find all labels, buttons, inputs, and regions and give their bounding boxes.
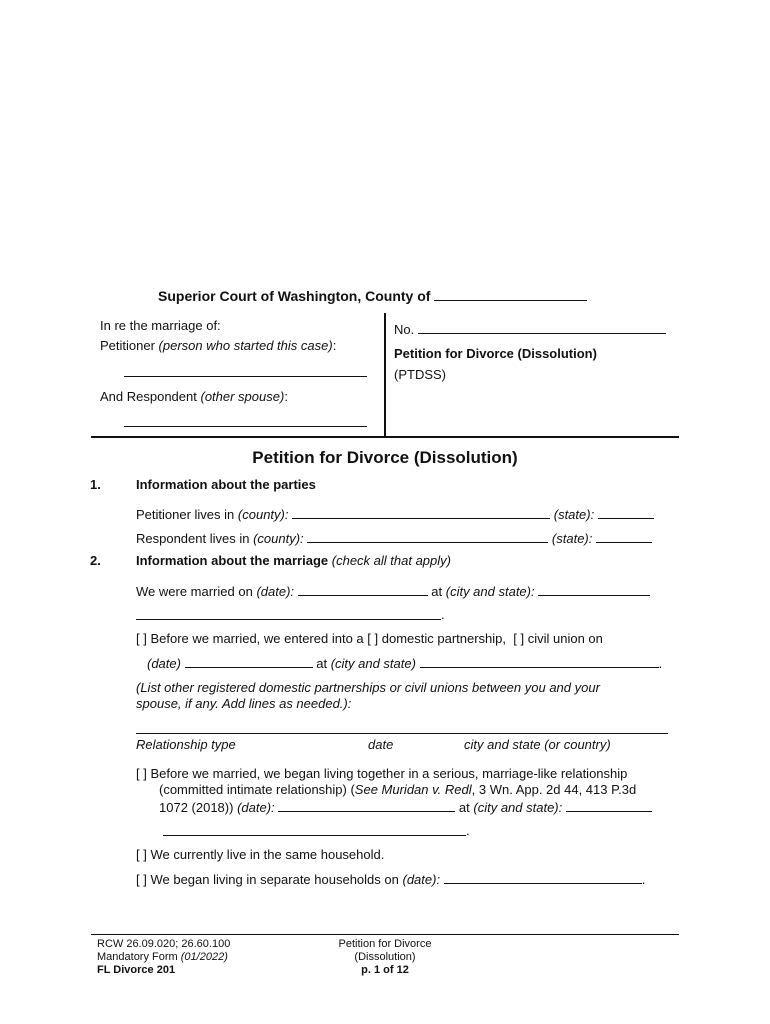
footer-mandatory: Mandatory Form (01/2022) — [97, 951, 228, 963]
section-1-heading: Information about the parties — [136, 477, 316, 492]
petitioner-lives-row: Petitioner lives in (county): (state): — [136, 506, 654, 522]
same-household-checkbox[interactable]: [ ] — [136, 847, 147, 862]
separate-households-row: [ ] We began living in separate households on (date): . — [136, 872, 646, 887]
cir-city-blank[interactable] — [566, 799, 652, 812]
respondent-county-blank[interactable] — [307, 530, 548, 543]
cir-city-continued-line[interactable] — [163, 835, 466, 836]
respondent-state-blank[interactable] — [596, 530, 652, 543]
petitioner-label: Petitioner (person who started this case): — [100, 338, 337, 353]
court-heading: Superior Court of Washington, County of — [158, 288, 587, 304]
petitioner-county-blank[interactable] — [292, 506, 550, 519]
domestic-partnership-checkbox[interactable]: [ ] — [367, 631, 379, 646]
col-city-state: city and state (or country) — [464, 737, 611, 752]
case-number-blank[interactable] — [418, 321, 666, 334]
separate-households-checkbox[interactable]: [ ] — [136, 872, 147, 887]
cir-line-3: 1072 (2018)) (date): at (city and state): — [159, 799, 652, 815]
footer-rcw: RCW 26.09.020; 26.60.100 — [97, 938, 231, 950]
caption-bottom-rule — [91, 436, 679, 438]
petitioner-name-line[interactable] — [124, 376, 367, 377]
married-city-continued-line[interactable] — [136, 619, 441, 620]
relationship-entry-line[interactable] — [136, 733, 668, 734]
domestic-partnership-row: [ ] Before we married, we entered into a [ ] domestic partnership, [ ] civil union on — [136, 631, 603, 646]
same-household-row: [ ] We currently live in the same household. — [136, 847, 385, 862]
list-note-line-1: (List other registered domestic partnerships or civil unions between you and your — [136, 680, 600, 695]
separate-date-blank[interactable] — [444, 871, 642, 884]
footer-center-title: Petition for Divorce — [338, 938, 432, 950]
caption-doc-code: (PTDSS) — [394, 367, 446, 382]
civil-union-checkbox[interactable]: [ ] — [513, 631, 525, 646]
caption-divider — [384, 313, 386, 437]
cir-checkbox[interactable]: [ ] — [136, 766, 147, 781]
col-relationship-type: Relationship type — [136, 737, 236, 752]
respondent-lives-row: Respondent lives in (county): (state): — [136, 530, 652, 546]
case-number: No. — [394, 321, 666, 337]
footer-left — [97, 938, 230, 977]
county-blank[interactable] — [434, 288, 587, 301]
period-1: . — [441, 607, 445, 622]
footer-page-number: p. 1 of 12 — [361, 964, 409, 976]
in-re-label: In re the marriage of: — [100, 318, 221, 333]
footer-center — [310, 938, 460, 977]
footer-center-subtitle: (Dissolution) — [354, 951, 416, 963]
footer-form-id: FL Divorce 201 — [97, 964, 176, 976]
domestic-checkbox[interactable]: [ ] — [136, 631, 147, 646]
caption-doc-title: Petition for Divorce (Dissolution) — [394, 346, 597, 361]
footer-rule — [91, 934, 679, 935]
partnership-date-row: (date) at (city and state) . — [147, 656, 663, 671]
col-date: date — [368, 737, 394, 752]
married-date-blank[interactable] — [298, 583, 428, 596]
cir-date-blank[interactable] — [278, 799, 455, 812]
period-2: . — [466, 823, 470, 838]
cir-line-1: [ ] Before we married, we began living together in a serious, marriage-like relationship — [136, 766, 628, 781]
petitioner-state-blank[interactable] — [598, 506, 654, 519]
section-2-number: 2. — [90, 553, 101, 568]
partnership-date-blank[interactable] — [185, 655, 313, 668]
cir-line-2: (committed intimate relationship) (See Muridan v. Redl, 3 Wn. App. 2d 44, 413 P.3d — [159, 782, 637, 797]
respondent-label: And Respondent (other spouse): — [100, 389, 288, 404]
married-on-row: We were married on (date): at (city and state): — [136, 583, 650, 599]
respondent-name-line[interactable] — [124, 426, 367, 427]
page-title: Petition for Divorce (Dissolution) — [252, 448, 518, 467]
section-1-number: 1. — [90, 477, 101, 492]
married-city-blank[interactable] — [538, 583, 650, 596]
section-2-heading: Information about the marriage (check all that apply) — [136, 553, 451, 568]
list-note-line-2: spouse, if any. Add lines as needed.): — [136, 696, 352, 711]
partnership-city-blank[interactable] — [420, 655, 659, 668]
